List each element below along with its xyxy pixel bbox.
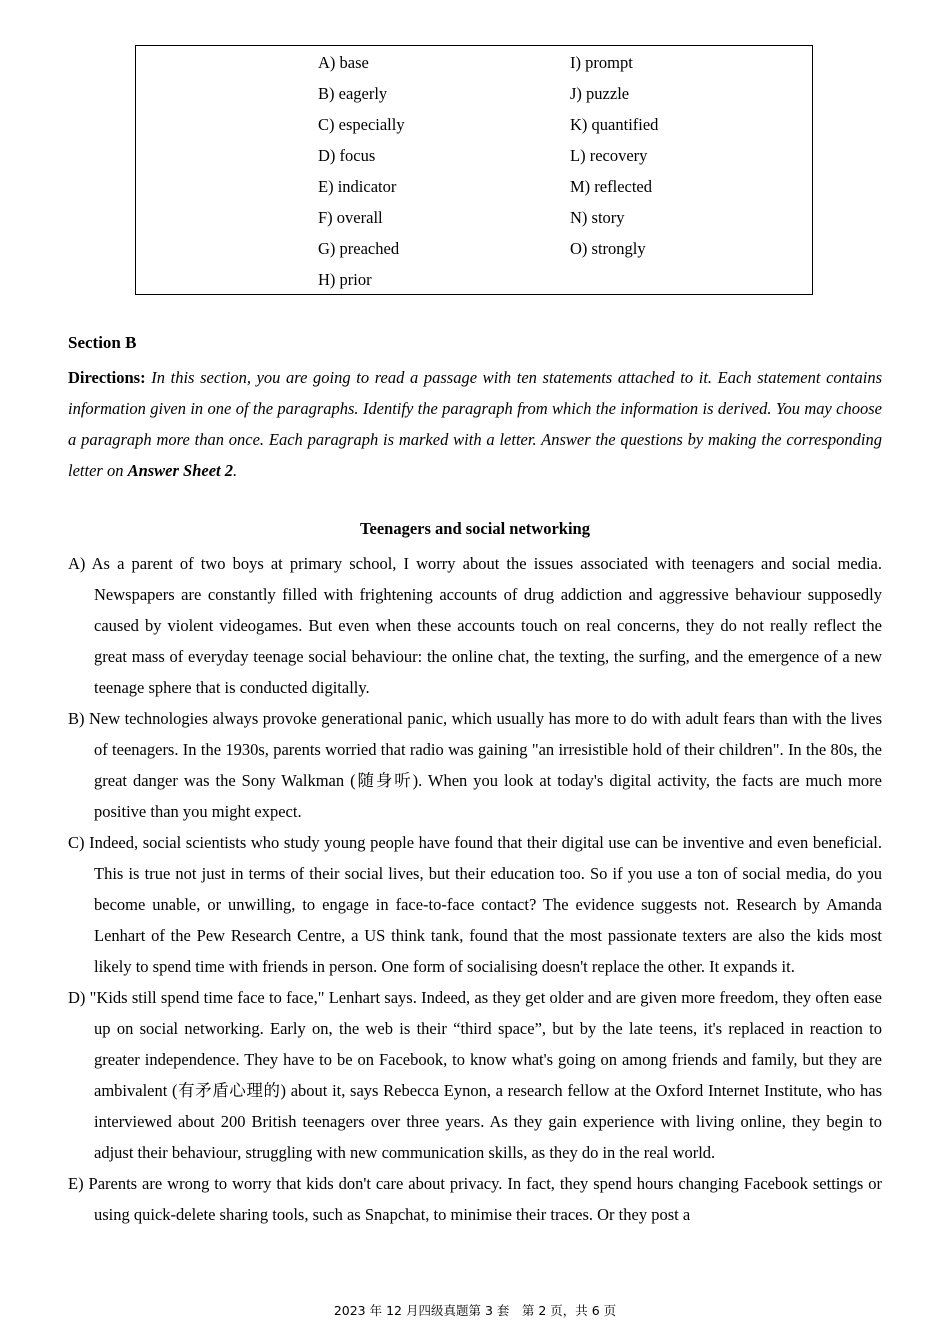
word-option: B) eagerly: [318, 84, 388, 103]
answer-sheet-ref: Answer Sheet 2: [127, 461, 234, 480]
word-option: C) especially: [318, 115, 405, 134]
word-bank-box: [135, 45, 813, 295]
paragraph-a: A) As a parent of two boys at primary school, I worry about the issues associated with teenagers and social media. Newspapers are constantly filled with frightening accounts of drug addiction and aggressive behaviour supposedly caused by violent videogames. But even when these accounts touch on real concerns, they do not really reflect the great mass of everyday teenage social behaviour: the online chat, the texting, the surfing, and the emergence of a new teenage sphere that is conducted digitally.: [68, 554, 882, 697]
word-option: J) puzzle: [570, 84, 630, 103]
directions-text: In this section, you are going to read a passage with ten statements attached to it. Each statement contains information given in one of the paragraphs. Identify the paragraph from which the information is derived. You may choose a paragraph more than once. Each paragraph is marked with a letter. Answer the questions by making the corresponding letter on: [68, 368, 882, 480]
word-option: K) quantified: [570, 115, 659, 134]
passage-body: [68, 548, 882, 1308]
word-option: A) base: [318, 53, 369, 72]
word-option: N) story: [570, 208, 625, 227]
passage-title: Teenagers and social networking: [360, 519, 590, 538]
word-option: G) preached: [318, 239, 400, 258]
directions-label: Directions:: [68, 368, 146, 387]
word-option: L) recovery: [570, 146, 648, 165]
word-option: F) overall: [318, 208, 383, 227]
directions: [68, 362, 882, 486]
word-option: E) indicator: [318, 177, 397, 196]
paragraph-c: C) Indeed, social scientists who study young people have found that their digital use can be inventive and even beneficial. This is true not just in terms of their social lives, but their education too. So if you use a ton of social media, do you become unable, or unwilling, to engage in face-to-face contact? The evidence suggests not. Research by Amanda Lenhart of the Pew Research Centre, a US think tank, found that the most passionate texters are also the kids most likely to spend time with friends in person. One form of socialising doesn't replace the other. It expands it.: [68, 833, 882, 976]
word-option: O) strongly: [570, 239, 646, 258]
directions-end: .: [233, 461, 238, 480]
word-bank-right-column: [570, 51, 658, 268]
word-option: M) reflected: [570, 177, 652, 196]
section-title: Section B: [68, 333, 137, 352]
word-option: H) prior: [318, 270, 372, 289]
paragraph-b: B) New technologies always provoke generational panic, which usually has more to do with adult fears than with the lives of teenagers. In the 1930s, parents worried that radio was gaining "an irresistible hold of their children". In the 80s, the great danger was the Sony Walkman (随身听). When you look at today's digital activity, the facts are much more positive than you might expect.: [68, 709, 882, 821]
page-footer: 2023 年 12 月四级真题第 3 套 第 2 页，共 6 页: [333, 1303, 617, 1318]
word-option: D) focus: [318, 146, 376, 165]
paragraph-e: E) Parents are wrong to worry that kids don't care about privacy. In fact, they spend hours changing Facebook settings or using quick-delete sharing tools, such as Snapchat, to minimise their traces. Or they post a: [68, 1174, 882, 1224]
paragraph-d: D) "Kids still spend time face to face," Lenhart says. Indeed, as they get older and are given more freedom, they often ease up on social networking. Early on, the web is their “third space”, but by the late teens, it's replaced in reaction to greater independence. They have to be on Facebook, to know what's going on among friends and family, but they are ambivalent (有矛盾心理的) about it, says Rebecca Eynon, a research fellow at the Oxford Internet Institute, who has interviewed about 200 British teenagers over three years. As they gain experience with living online, they begin to adjust their behaviour, struggling with new communication skills, as they do in the real world.: [68, 988, 882, 1162]
word-bank-left-column: [318, 51, 405, 299]
word-option: I) prompt: [570, 53, 633, 72]
